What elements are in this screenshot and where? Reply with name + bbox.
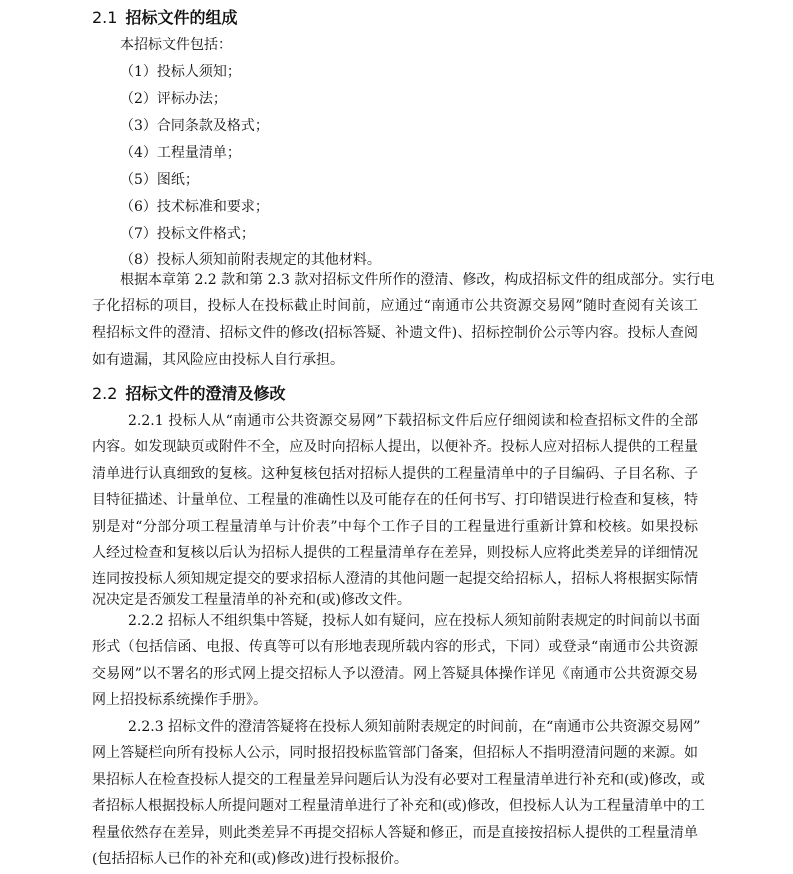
paragraph-line: 人经过检查和复核以后认为招标人提供的工程量清单存在差异，则投标人应将此类差异的详细情况 bbox=[92, 545, 698, 561]
section-2-1-title: 招标文件的组成 bbox=[125, 8, 238, 27]
paragraph-line: 形式（包括信函、电报、传真等可以有形地表现所载内容的形式，下同）或登录“南通市公共资源 bbox=[92, 639, 698, 655]
section-2-2-title: 招标文件的澄清及修改 bbox=[125, 384, 286, 403]
list-item: （7）投标文件格式； bbox=[120, 226, 255, 242]
paragraph-line: 子化招标的项目，投标人在投标截止时间前，应通过“南通市公共资源交易网”随时查阅有关该工 bbox=[92, 298, 698, 314]
section-2-2-number: 2.2 bbox=[92, 384, 118, 403]
section-2-2-heading bbox=[92, 384, 285, 404]
paragraph-line: (包括招标人已作的补充和(或)修改)进行投标报价。 bbox=[92, 851, 408, 867]
list-item: （2）评标办法； bbox=[120, 91, 227, 107]
paragraph-line: 网上答疑栏向所有投标人公示，同时报招投标监管部门备案，但招标人不指明澄清问题的来源。如 bbox=[92, 745, 698, 761]
list-item: （6）技术标准和要求； bbox=[120, 199, 269, 215]
intro-line: 本招标文件包括： bbox=[120, 37, 232, 53]
section-2-1-number: 2.1 bbox=[92, 8, 118, 27]
paragraph-line: 2.2.1 投标人从“南通市公共资源交易网”下载招标文件后应仔细阅读和检查招标文件的全部 bbox=[128, 413, 698, 429]
paragraph-line: 2.2.3 招标文件的澄清答疑将在投标人须知前附表规定的时间前，在“南通市公共资源交易网” bbox=[128, 719, 701, 735]
paragraph-line: 如有遗漏，其风险应由投标人自行承担。 bbox=[92, 352, 344, 368]
list-item: （4）工程量清单； bbox=[120, 145, 241, 161]
paragraph-line: 根据本章第 2.2 款和第 2.3 款对招标文件所作的澄清、修改，构成招标文件的组成部分。实行电 bbox=[120, 272, 715, 288]
paragraph-line: 2.2.2 招标人不组织集中答疑，投标人如有疑问，应在投标人须知前附表规定的时间前以书面 bbox=[128, 613, 701, 629]
paragraph-line: 清单进行认真细致的复核。这种复核包括对招标人提供的工程量清单中的子目编码、子目名称、子 bbox=[92, 466, 698, 482]
paragraph-line: 网上招投标系统操作手册》。 bbox=[92, 692, 267, 708]
paragraph-line: 交易网”以不署名的形式网上提交招标人予以澄清。网上答疑具体操作详见《南通市公共资源交易 bbox=[92, 666, 698, 682]
paragraph-line: 果招标人在检查投标人提交的工程量差异问题后认为没有必要对工程量清单进行补充和(或)修改，或 bbox=[92, 772, 705, 788]
paragraph-line: 连同按投标人须知规定提交的要求招标人澄清的其他问题一起提交给招标人，招标人将根据实际情 bbox=[92, 571, 698, 587]
paragraph-line: 程量依然存在差异，则此类差异不再提交招标人答疑和修正，而是直接按招标人提供的工程量清单 bbox=[92, 825, 698, 841]
paragraph-line: 目特征描述、计量单位、工程量的准确性以及可能存在的任何书写、打印错误进行检查和复核，特 bbox=[92, 492, 698, 508]
list-item: （8）投标人须知前附表规定的其他材料。 bbox=[120, 252, 381, 268]
paragraph-line: 者招标人根据投标人所提问题对工程量清单进行了补充和(或)修改，但投标人认为工程量清单中的工 bbox=[92, 798, 705, 814]
paragraph-line: 内容。如发现缺页或附件不全，应及时向招标人提出，以便补齐。投标人应对招标人提供的工程量 bbox=[92, 439, 698, 455]
paragraph-line: 程招标文件的澄清、招标文件的修改(招标答疑、补遗文件)、招标控制价公示等内容。投标人查阅 bbox=[92, 325, 698, 341]
section-2-1-heading bbox=[92, 8, 237, 28]
list-item: （1）投标人须知； bbox=[120, 64, 241, 80]
paragraph-line: 别是对“分部分项工程量清单与计价表”中每个工作子目的工程量进行重新计算和校核。如果投标 bbox=[92, 519, 698, 535]
paragraph-line: 况决定是否颁发工程量清单的补充和(或)修改文件。 bbox=[92, 592, 411, 608]
list-item: （5）图纸； bbox=[120, 172, 199, 188]
list-item: （3）合同条款及格式； bbox=[120, 118, 269, 134]
